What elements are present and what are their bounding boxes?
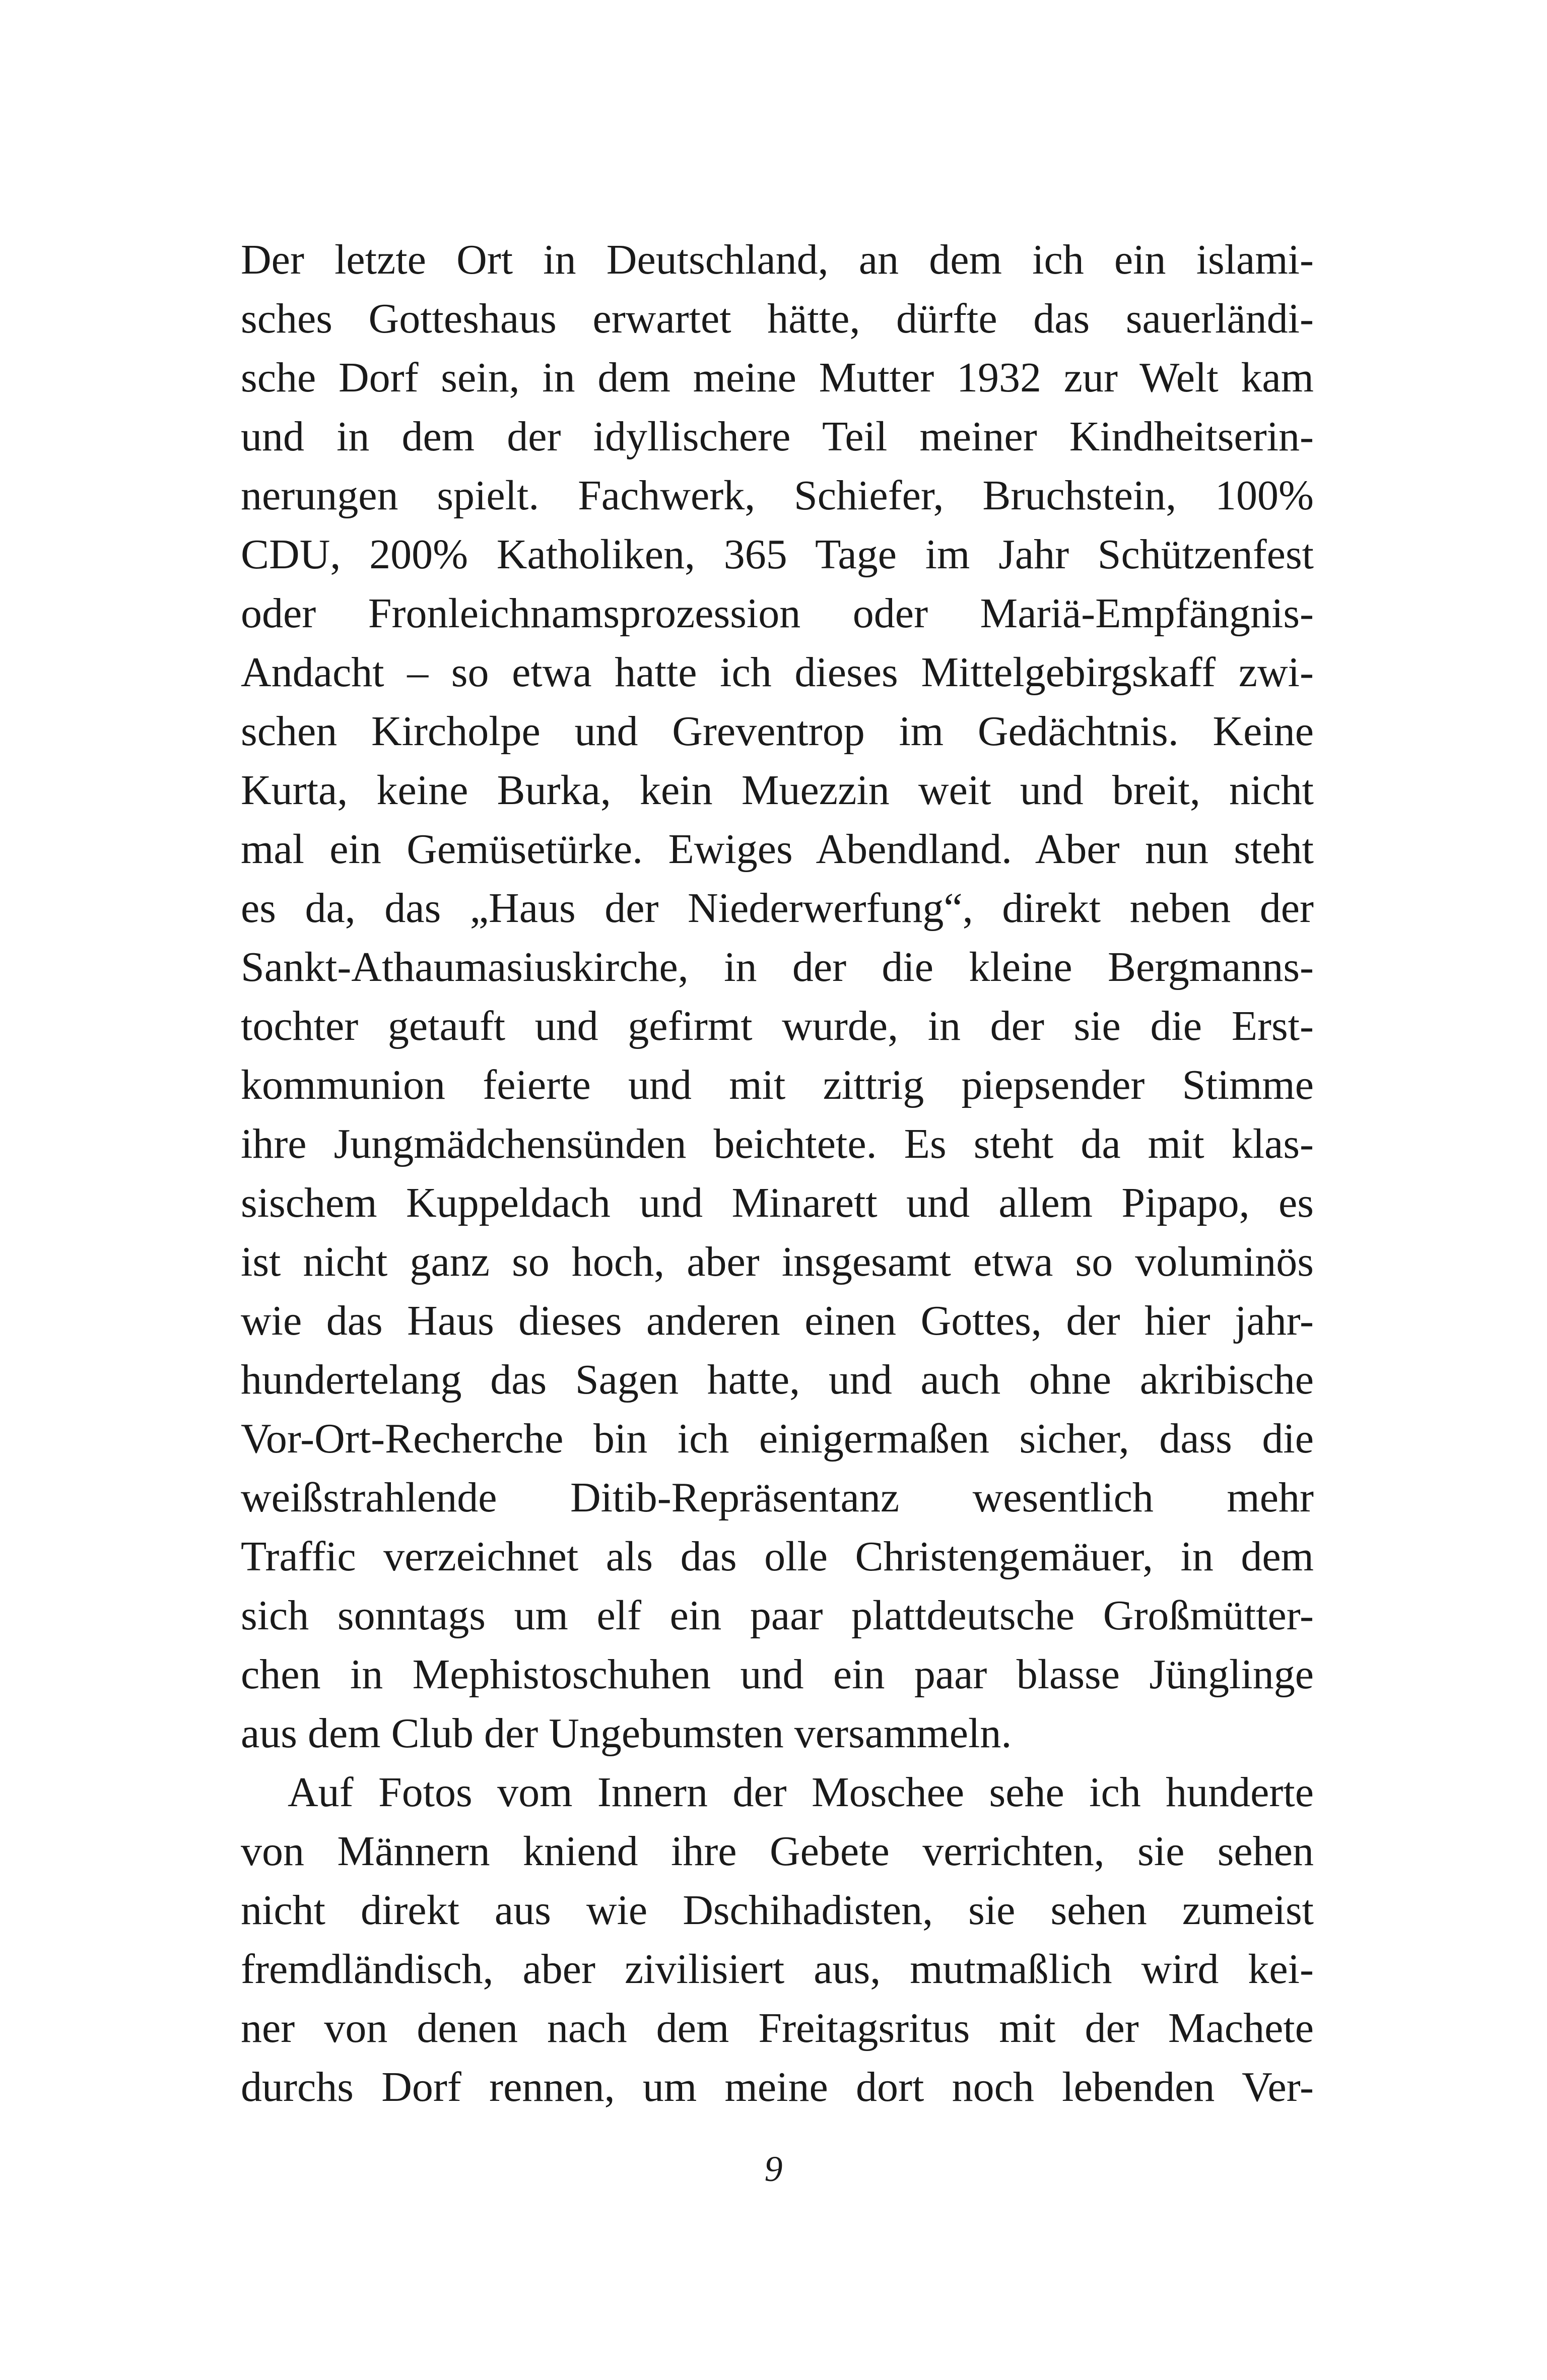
text-line: nicht direkt aus wie Dschihadisten, sie sehen zumeist [241, 1887, 1314, 1934]
text-line: von Männern kniend ihre Gebete verrichten, sie sehen [241, 1828, 1314, 1875]
text-line: schen Kircholpe und Greventrop im Gedächtnis. Keine [241, 708, 1314, 755]
text-line: sches Gotteshaus erwartet hätte, dürfte das sauerländi- [241, 295, 1314, 342]
text-line: Andacht – so etwa hatte ich dieses Mittelgebirgskaff zwi- [241, 649, 1314, 696]
text-line: Auf Fotos vom Innern der Moschee sehe ich hunderte [288, 1769, 1314, 1816]
text-line: nerungen spielt. Fachwerk, Schiefer, Bruchstein, 100% [241, 472, 1314, 519]
text-line: weißstrahlende Ditib-Repräsentanz wesentlich mehr [241, 1474, 1314, 1521]
page-number: 9 [764, 2149, 783, 2189]
text-line: sich sonntags um elf ein paar plattdeutsche Großmütter- [241, 1592, 1314, 1639]
text-line: Sankt-Athaumasiuskirche, in der die kleine Bergmanns- [241, 944, 1314, 990]
text-line: sche Dorf sein, in dem meine Mutter 1932 zur Welt kam [241, 354, 1314, 401]
text-line: und in dem der idyllischere Teil meiner Kindheitserin- [241, 413, 1314, 460]
text-line: sischem Kuppeldach und Minarett und allem Pipapo, es [241, 1179, 1314, 1226]
text-line: ihre Jungmädchensünden beichtete. Es steht da mit klas- [241, 1120, 1314, 1167]
text-line: Traffic verzeichnet als das olle Christengemäuer, in dem [241, 1533, 1314, 1580]
paragraph-1 [241, 230, 1314, 1763]
text-line: wie das Haus dieses anderen einen Gottes, der hier jahr- [241, 1297, 1314, 1344]
text-line: es da, das „Haus der Niederwerfung“, direkt neben der [241, 885, 1314, 932]
paragraph-2 [241, 1763, 1314, 2117]
text-line: fremdländisch, aber zivilisiert aus, mutmaßlich wird kei- [241, 1946, 1314, 1993]
text-line: Der letzte Ort in Deutschland, an dem ich ein islami- [241, 236, 1314, 283]
text-line: chen in Mephistoschuhen und ein paar blasse Jünglinge [241, 1651, 1314, 1698]
text-line: kommunion feierte und mit zittrig piepsender Stimme [241, 1062, 1314, 1108]
text-line: ner von denen nach dem Freitagsritus mit der Machete [241, 2005, 1314, 2052]
text-line: oder Fronleichnamsprozession oder Mariä-Empfängnis- [241, 590, 1314, 637]
text-line: tochter getauft und gefirmt wurde, in der sie die Erst- [241, 1003, 1314, 1049]
text-line: aus dem Club der Ungebumsten versammeln. [241, 1710, 1012, 1757]
text-line: mal ein Gemüsetürke. Ewiges Abendland. Aber nun steht [241, 826, 1314, 873]
text-line: CDU, 200% Katholiken, 365 Tage im Jahr Schützenfest [241, 531, 1314, 578]
text-line: durchs Dorf rennen, um meine dort noch lebenden Ver- [241, 2064, 1314, 2110]
text-line: ist nicht ganz so hoch, aber insgesamt etwa so voluminös [241, 1238, 1314, 1285]
body-text [241, 230, 1314, 2117]
text-line: Kurta, keine Burka, kein Muezzin weit und breit, nicht [241, 767, 1314, 814]
text-line: hundertelang das Sagen hatte, und auch ohne akribische [241, 1356, 1314, 1403]
text-line: Vor-Ort-Recherche bin ich einigermaßen sicher, dass die [241, 1415, 1314, 1462]
